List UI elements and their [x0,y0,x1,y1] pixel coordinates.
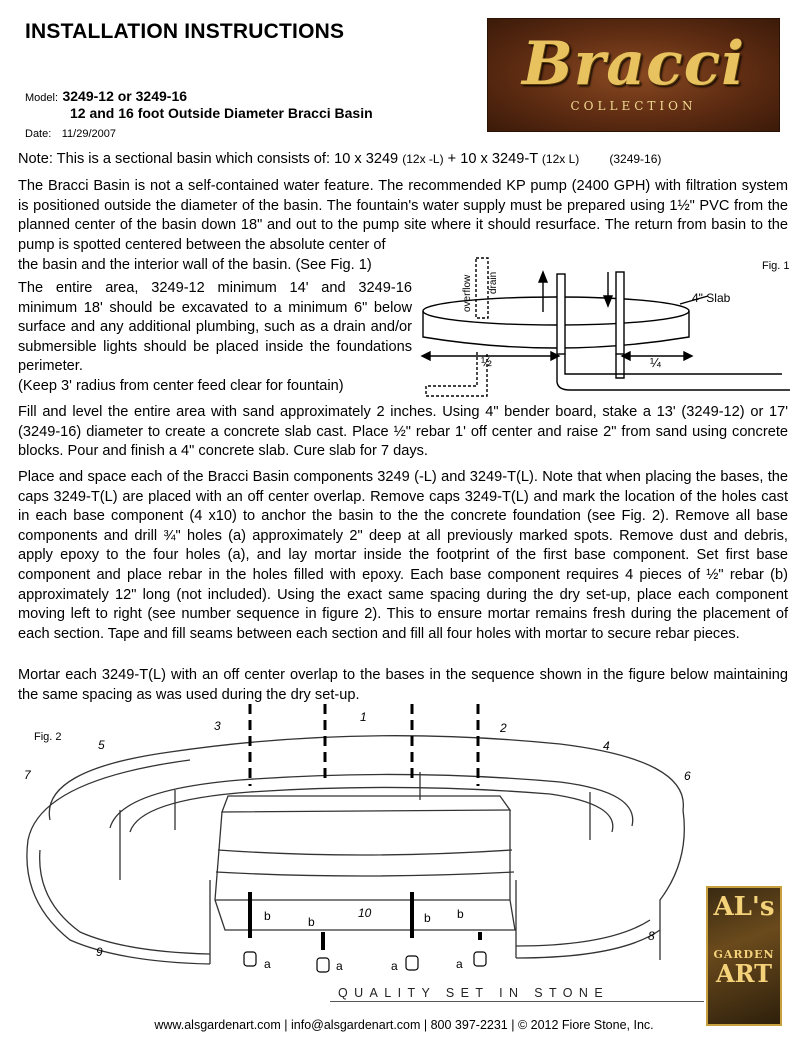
page-title: INSTALLATION INSTRUCTIONS [25,20,345,43]
drain-label: drain [488,271,499,294]
section-number-6: 6 [684,769,691,783]
section-number-10: 10 [358,906,372,920]
als-line-1: AL's [713,892,775,922]
paragraph-2: The entire area, 3249-12 minimum 14' and 3249-16 minimum 18' should be excavated to a minimum 6" below surface and any additional plumbing, such as a drain and/or submersible lights should be placed inside the foundations perimeter. [18,280,412,375]
hole-a-3 [406,956,418,970]
paragraph-2-note: (Keep 3' radius from center feed clear for fountain) [18,378,344,394]
drain-line [426,352,487,396]
paragraph-3: Fill and level the entire area with sand approximately 2 inches. Using 4" bender board, stake a 13' (3249-12) or 17' (3249-16) diameter to create a concrete slab cast. Place ½" rebar 1' off center and raise 2" from sand using concrete blocks. Pour and finish a 4" concrete slab. Cure slab for 7 days. [18,404,788,460]
model-value: 3249-12 or 3249-16 [62,88,188,104]
figure-1 [418,254,790,404]
section-number-8: 8 [648,929,655,943]
product-name: 12 and 16 foot Outside Diameter Bracci Basin [70,105,373,121]
hole-a-2 [317,958,329,972]
note-small-1: (12x -L) [402,152,444,166]
section-number-9: 9 [96,945,103,959]
section-number-1: 1 [360,710,367,724]
footer: www.alsgardenart.com | info@alsgardenart.com | 800 397-2231 | © 2012 Fiore Stone, Inc. [154,1018,654,1032]
feed-line-b [565,354,782,374]
quarter-label: ¼ [650,355,661,370]
fig1-label: Fig. 1 [762,260,790,272]
basin-front-left [27,840,210,964]
hole-label-a-2: a [336,959,343,973]
section-number-2: 2 [500,721,507,735]
hole-label-a-1: a [264,957,271,971]
feed-line-a [557,354,790,390]
basin-front-right [516,930,660,958]
rebar-label-b-2: b [308,915,315,929]
als-line-3: ART [715,959,772,988]
half-label: ½ [481,354,492,369]
overflow-label: overflow [462,274,473,312]
note-small-2: (12x L) [541,152,580,166]
model-label: Model: [25,92,59,104]
rebar-label-b-1: b [264,909,271,923]
note-main: Note: This is a sectional basin which consists of: 10 x 3249 [18,151,399,167]
bracci-logo [487,18,780,132]
note-small-3: (3249-16) [609,152,662,166]
hole-label-a-4: a [456,957,463,971]
note-mid: + 10 x 3249-T [447,151,538,167]
als-garden-art-logo [706,886,782,1026]
date-row [25,124,116,142]
slab-label: 4" Slab [692,291,731,305]
slab-side [423,311,689,348]
paragraph-1: The Bracci Basin is not a self-contained water feature. The recommended KP pump (2400 GPH) with filtration system is positioned outside the diameter of the basin. The fountain's water supply must be prepared using 1½" PVC from the planned center of the basin down 18" and out to the pump site where it should resurface. The return from basin to the pump is spotted centered between the absolute center of [18,178,788,253]
paragraph-1-last: the basin and the interior wall of the basin. (See Fig. 1) [18,257,372,273]
als-line-2: GARDEN [713,948,775,961]
date-value: 11/29/2007 [61,128,116,140]
logo-sub: COLLECTION [570,99,697,113]
center-feed-pipe [557,274,565,354]
note-line [18,151,661,167]
section-number-3: 3 [214,719,221,733]
basin-outer-rim [49,736,683,820]
tagline: QUALITY SET IN STONE [338,986,610,1000]
overflow-drain-pipe [476,258,488,318]
section-number-7: 7 [24,768,31,782]
rebar-label-b-3: b [424,911,431,925]
hole-label-a-3: a [391,959,398,973]
cap-section-10 [222,796,510,812]
model-row [25,88,187,106]
section-number-5: 5 [98,738,105,752]
section-number-4: 4 [603,739,610,753]
tagline-rule [330,1001,704,1002]
fig2-label: Fig. 2 [34,731,62,743]
paragraph-5: Mortar each 3249-T(L) with an off center overlap to the bases in the sequence shown in the figure below maintaining the same spacing as was used during the dry set-up. [18,667,788,703]
date-label: Date: [25,128,52,140]
hole-a-1 [244,952,256,966]
rebar-label-b-4: b [457,907,464,921]
basin-inner-rim [110,774,633,828]
paragraph-4: Place and space each of the Bracci Basin components 3249 (-L) and 3249-T(L). Note that when placing the bases, the caps 3249-T(L) are placed with an off center overlap. Remove caps 3249-T(L) and mark the location of the holes cast in each base component (4 x10) to anchor the basin to the the concrete foundation (see Fig. 2). Remove all base components and drill ¾" holes (a) approximately 2" deep at all previously marked spots. Remove dust and debris, apply epoxy to the four holes (a), and lay mortar inside the footprint of the first base component. Set first base component and place rebar in the holes filled with epoxy. Each base component requires 4 pieces of ½" rebar (b) approximately 12" long (not included). Using the exact same spacing during the dry set-up, place each component moving left to right (see number sequence in figure 2). This to ensure mortar remains fresh during the placement of each section. Tape and fill seams between each section and fill all four holes with mortar to secure rebar pieces. [18,469,788,642]
return-pipe [616,272,624,354]
hole-a-4 [474,952,486,966]
figure-2 [0,700,808,990]
logo-brand: Bracci [521,29,746,99]
